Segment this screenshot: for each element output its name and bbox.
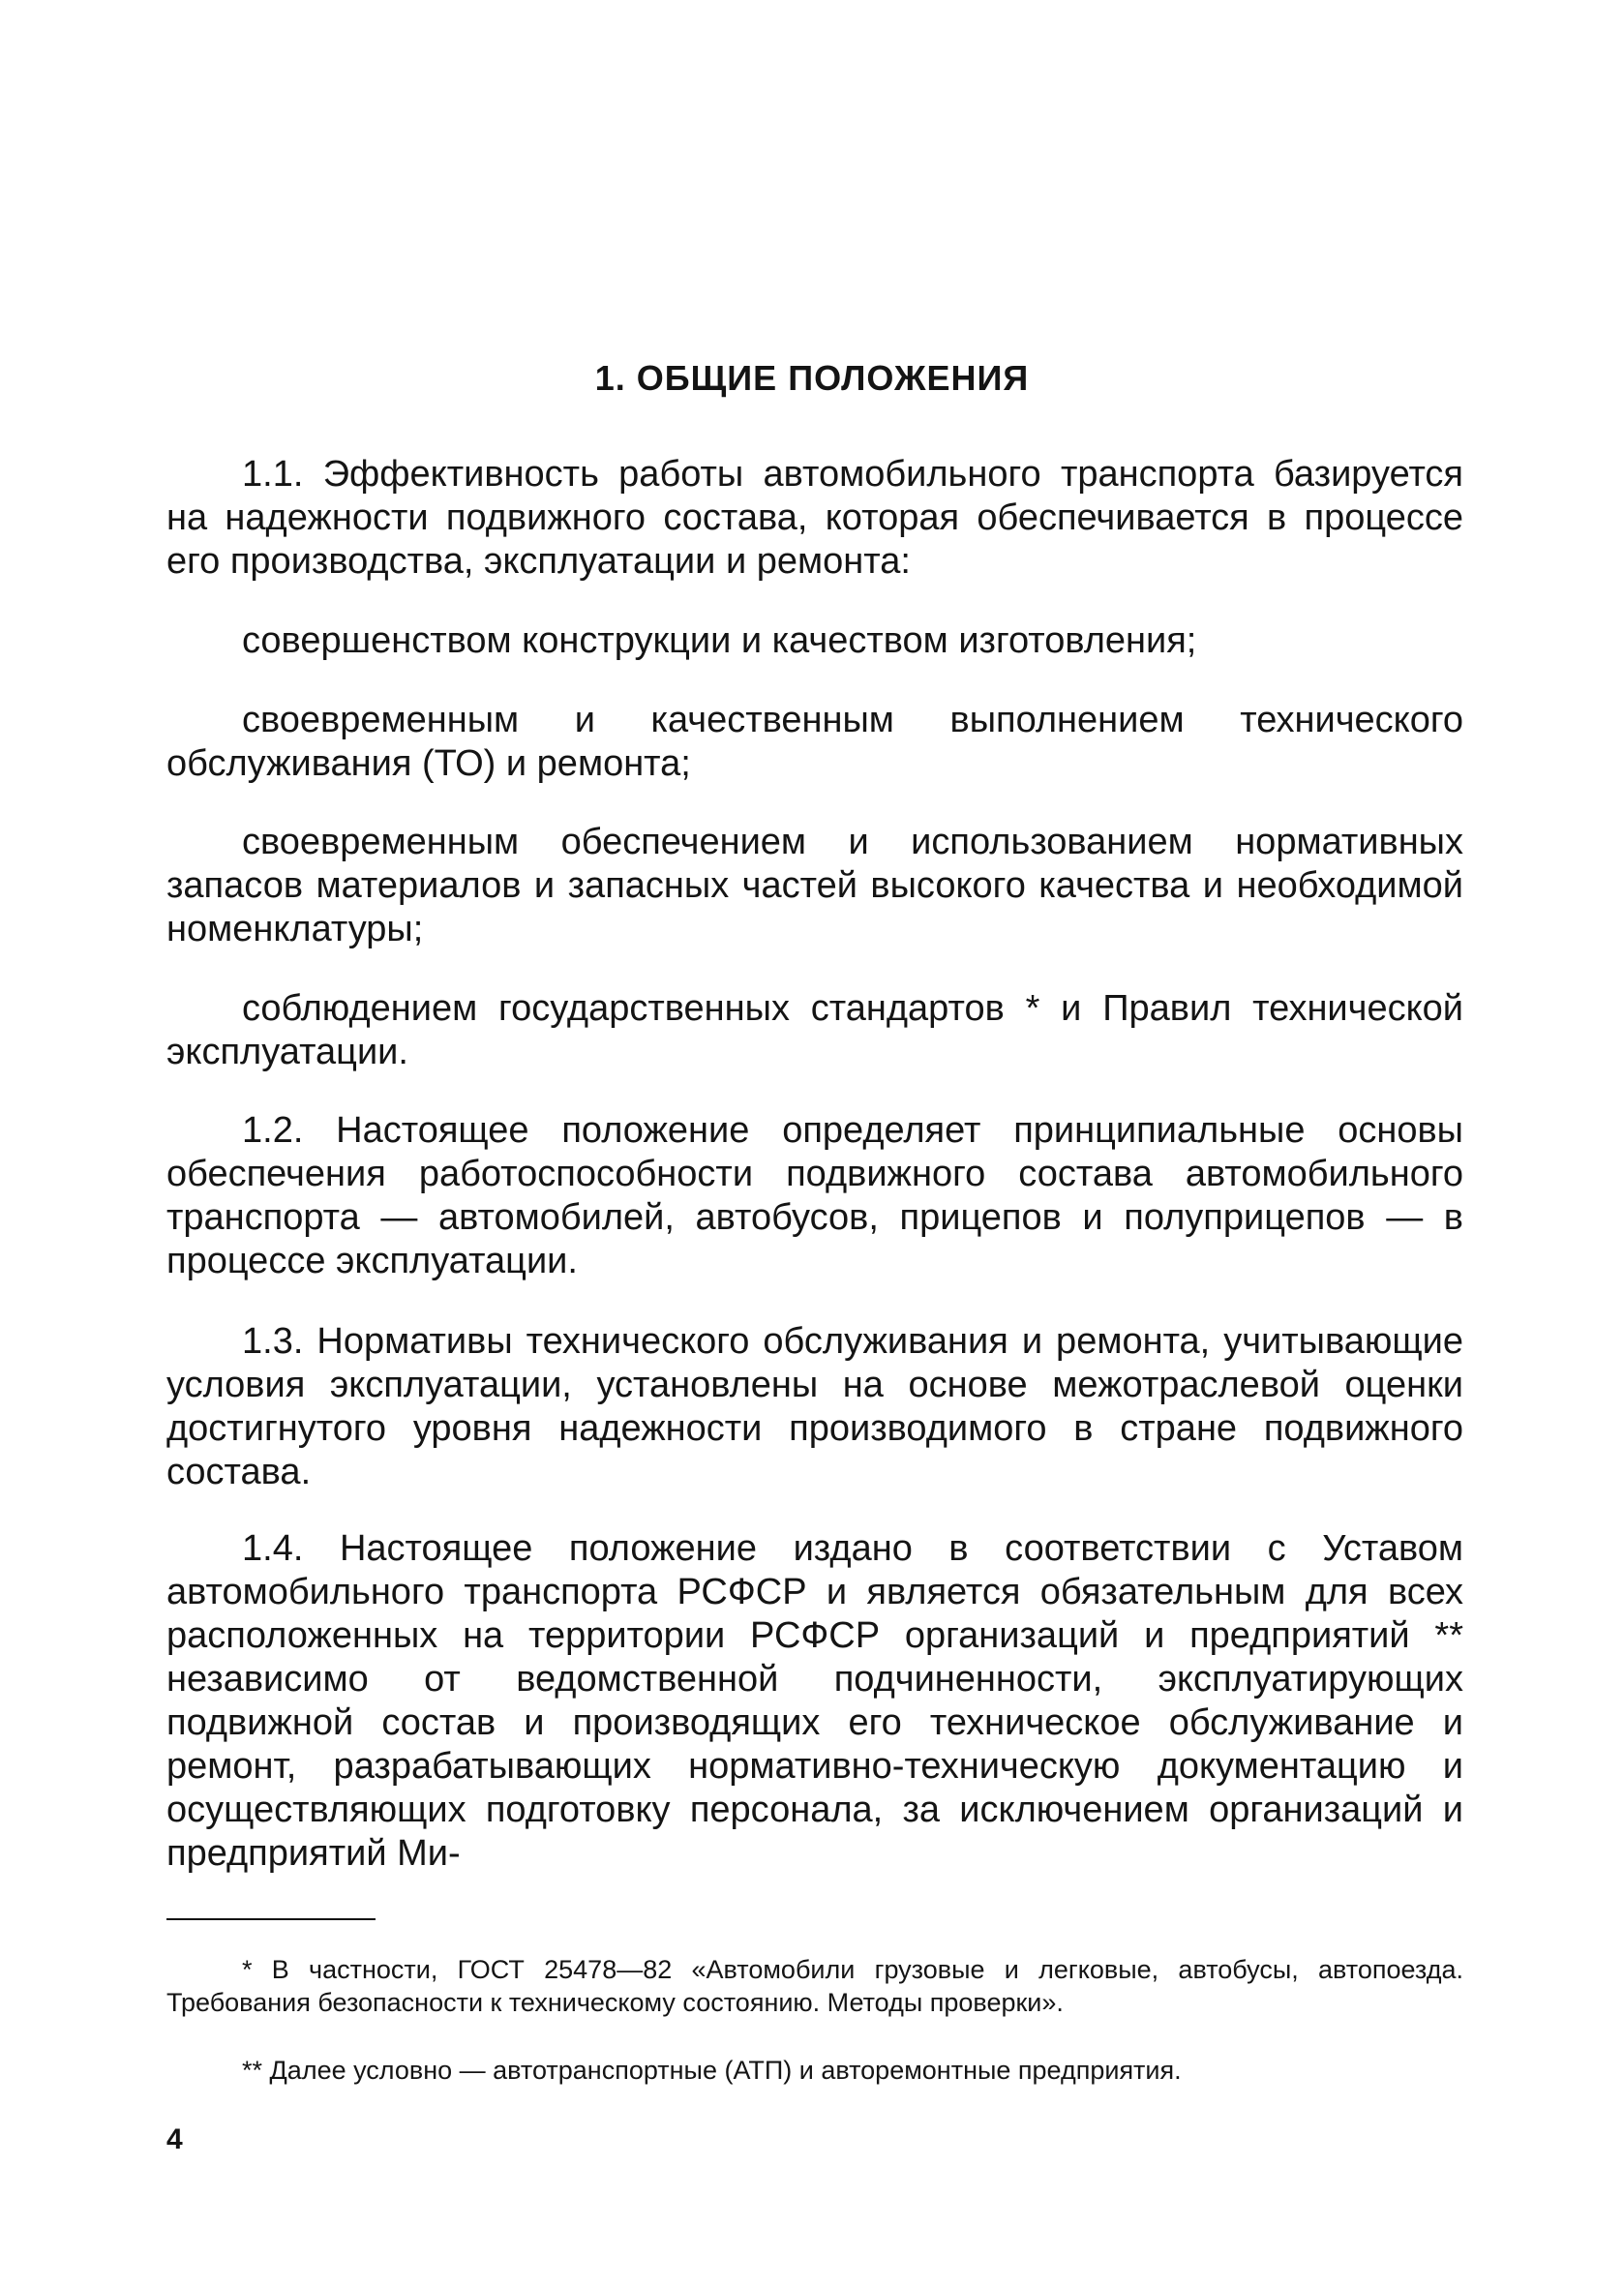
page-number: 4	[166, 2123, 183, 2155]
paragraph-1-4: 1.4. Настоящее положение издано в соответствии с Уставом автомобильного транспорта РСФСР и является обязательным для всех расположенных на территории РСФСР организаций и предприятий ** независимо от ведомственной подчиненности, эксплуатирующих подвижной состав и производящих его техническое обслуживание и ремонт, разрабатывающих нормативно-техническую документацию и осуществляющих подготовку персонала, за исключением организаций и предприятий Ми-	[166, 1528, 1463, 1874]
list-item-maintenance: своевременным и качественным выполнением технического обслуживания (ТО) и ремонта;	[166, 700, 1463, 784]
paragraph-1-3: 1.3. Нормативы технического обслуживания и ремонта, учитывающие условия эксплуатации, установлены на основе межотраслевой оценки достигнутого уровня надежности производимого в стране подвижного состава.	[166, 1321, 1463, 1492]
section-title: 1. ОБЩИЕ ПОЛОЖЕНИЯ	[594, 358, 1030, 398]
list-item-standards: соблюдением государственных стандартов * и Правил технической эксплуатации.	[166, 988, 1463, 1072]
footnote-2: ** Далее условно — автотранспортные (АТП) и авторемонтные предприятия.	[242, 2056, 1182, 2085]
paragraph-1-1: 1.1. Эффективность работы автомобильного транспорта базируется на надежности подвижного состава, которая обеспечивается в процессе его производства, эксплуатации и ремонта:	[166, 454, 1463, 582]
list-item-design-quality: совершенством конструкции и качеством изготовления;	[242, 620, 1197, 661]
footnote-1: * В частности, ГОСТ 25478—82 «Автомобили грузовые и легковые, автобусы, автопоезда. Требования безопасности к техническому состоянию. Методы проверки».	[166, 1955, 1463, 2017]
paragraph-1-2: 1.2. Настоящее положение определяет принципиальные основы обеспечения работоспособности подвижного состава автомобильного транспорта — автомобилей, автобусов, прицепов и полуприцепов — в процессе эксплуатации.	[166, 1110, 1463, 1281]
footnote-separator	[166, 1918, 376, 1920]
list-item-materials-supply: своевременным обеспечением и использованием нормативных запасов материалов и запасных частей высокого качества и необходимой номенклатуры;	[166, 822, 1463, 949]
